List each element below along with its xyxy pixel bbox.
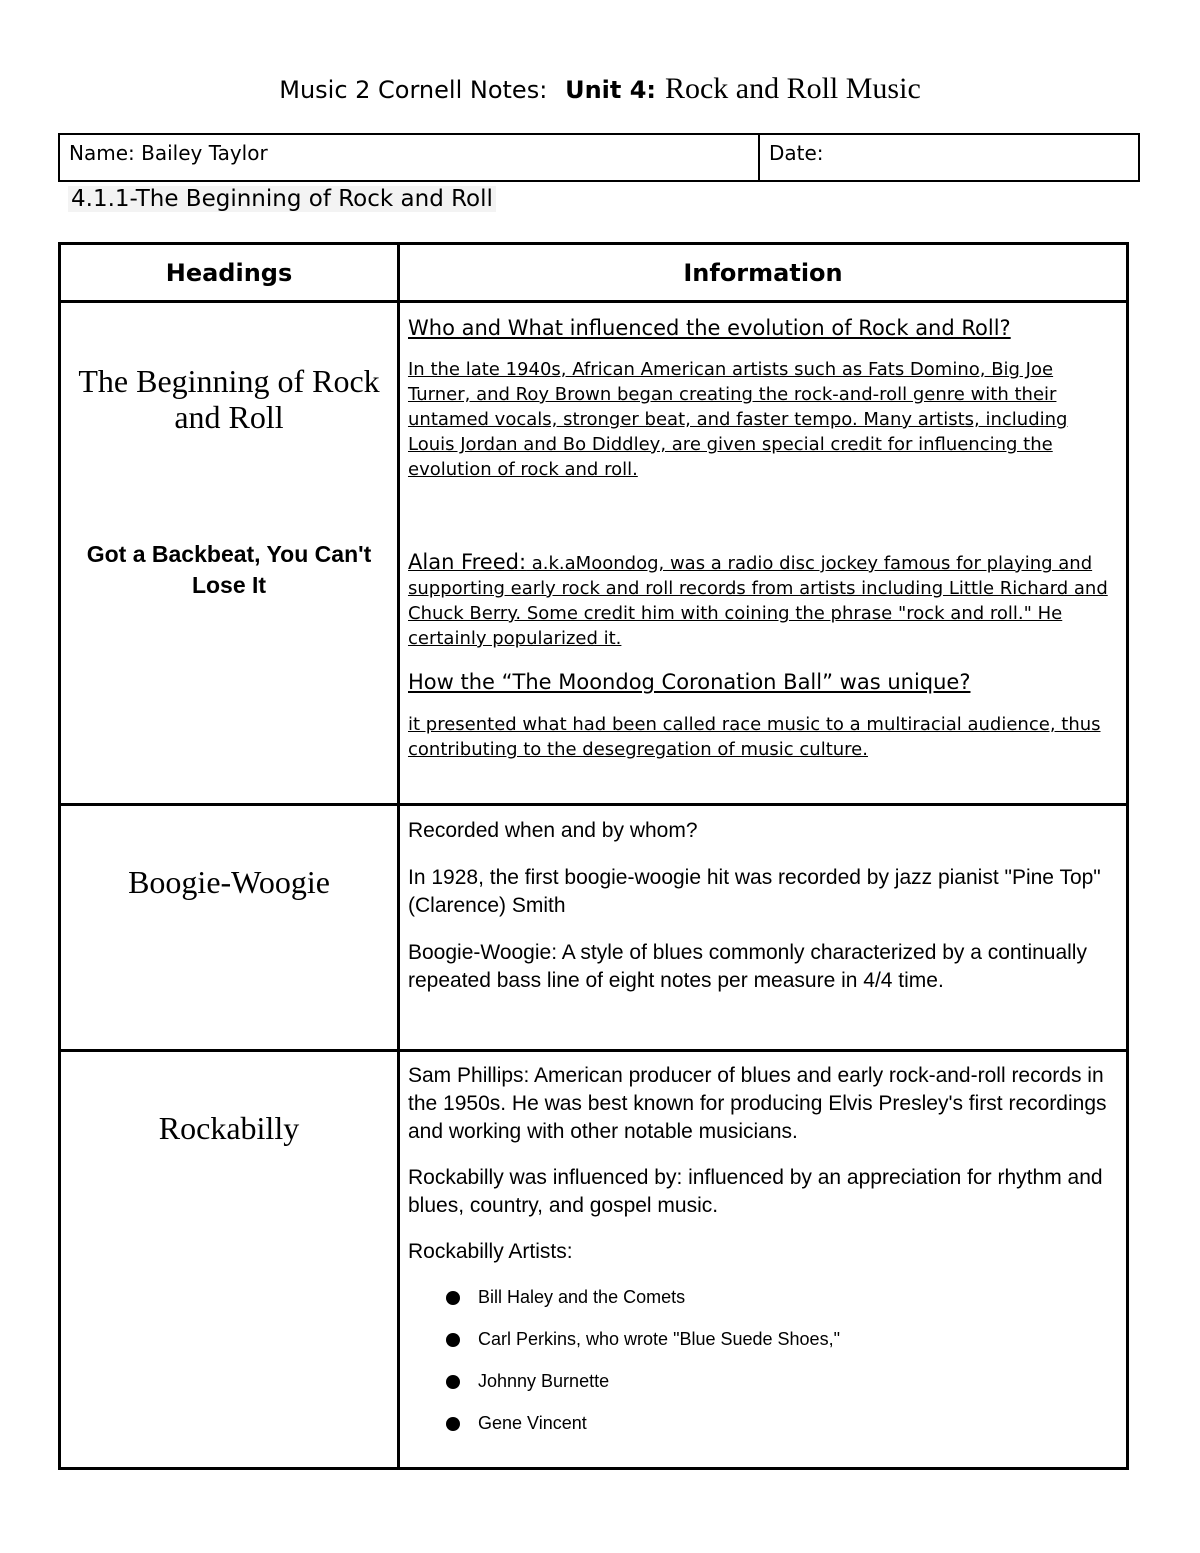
section-heading: [68, 186, 496, 212]
row-heading-cell: [61, 1052, 400, 1467]
alan-freed-text: a.k.aMoondog, was a radio disc jockey famous for playing and supporting early rock and roll records from artists including Little Richard and Chuck Berry. Some credit him with coining the phrase "rock and roll." He certainly popularized it.: [408, 553, 1108, 649]
alan-freed-label: Alan Freed:: [408, 550, 527, 574]
table-row: [61, 1049, 1126, 1467]
list-item: Gene Vincent: [408, 1408, 1112, 1450]
row-info-cell: [400, 303, 1126, 803]
bullet-icon: [446, 1417, 460, 1431]
row-subheading: Got a Backbeat, You Can't Lose It: [86, 541, 372, 598]
date-field[interactable]: Date:: [769, 141, 824, 165]
influence-text: Rockabilly was influenced by: influenced by an appreciation for rhythm and blues, country, and gospel music.: [408, 1166, 1103, 1217]
question-text: Recorded when and by whom?: [408, 819, 698, 842]
title-topic: Rock and Roll Music: [664, 72, 921, 105]
answer-text: In the late 1940s, African American artists such as Fats Domino, Big Joe Turner, and Roy Brown began creating the rock-and-roll genre with their untamed vocals, stronger beat, and faster tempo. Many artists, including Louis Jordan and Bo Diddley, are given special credit for influencing the evolution of rock and roll.: [408, 359, 1068, 480]
student-info-box: [58, 133, 1140, 182]
document-title: [0, 72, 1200, 106]
row-heading: The Beginning of Rock and Roll: [78, 363, 380, 435]
table-row: [61, 803, 1126, 1049]
row-heading: Rockabilly: [158, 1110, 300, 1146]
cornell-notes-table: [58, 242, 1129, 1470]
list-item: Johnny Burnette: [408, 1366, 1112, 1408]
list-item: Bill Haley and the Comets: [408, 1282, 1112, 1324]
row-info-cell: [400, 1052, 1126, 1467]
section-heading-text: 4.1.1-The Beginning of Rock and Roll: [68, 186, 496, 212]
bullet-icon: [446, 1333, 460, 1347]
question-text: Who and What influenced the evolution of Rock and Roll?: [408, 316, 1011, 340]
bullet-icon: [446, 1375, 460, 1389]
list-item: Carl Perkins, who wrote "Blue Suede Shoes,": [408, 1324, 1112, 1366]
sam-phillips-text: Sam Phillips: American producer of blues and early rock-and-roll records in the 1950s. He was best known for producing Elvis Presley's first recordings and working with other notable musicians.: [408, 1064, 1107, 1143]
headings-column-header: Headings: [61, 245, 400, 300]
row-heading-cell: [61, 806, 400, 1049]
title-unit: Unit 4:: [565, 76, 657, 104]
row-heading-cell: [61, 303, 400, 803]
answer-text: it presented what had been called race music to a multiracial audience, thus contributing to the desegregation of music culture.: [408, 714, 1101, 760]
row-heading: Boogie-Woogie: [128, 864, 330, 900]
artists-label: Rockabilly Artists:: [408, 1240, 573, 1263]
artists-list: [408, 1282, 1112, 1450]
row-info-cell: [400, 806, 1126, 1049]
definition-text: Boogie-Woogie: A style of blues commonly characterized by a continually repeated bass line of eight notes per measure in 4/4 time.: [408, 941, 1087, 992]
table-header-row: [61, 245, 1126, 300]
table-row: [61, 300, 1126, 803]
question-text: How the “The Moondog Coronation Ball” was unique?: [408, 670, 971, 694]
name-field[interactable]: Name: Bailey Taylor: [60, 135, 760, 180]
alan-freed-paragraph: [408, 550, 1112, 651]
bullet-icon: [446, 1291, 460, 1305]
answer-text: In 1928, the first boogie-woogie hit was recorded by jazz pianist "Pine Top" (Clarence) Smith: [408, 866, 1101, 917]
title-lead: Music 2 Cornell Notes:: [279, 76, 548, 104]
information-column-header: Information: [683, 258, 843, 287]
